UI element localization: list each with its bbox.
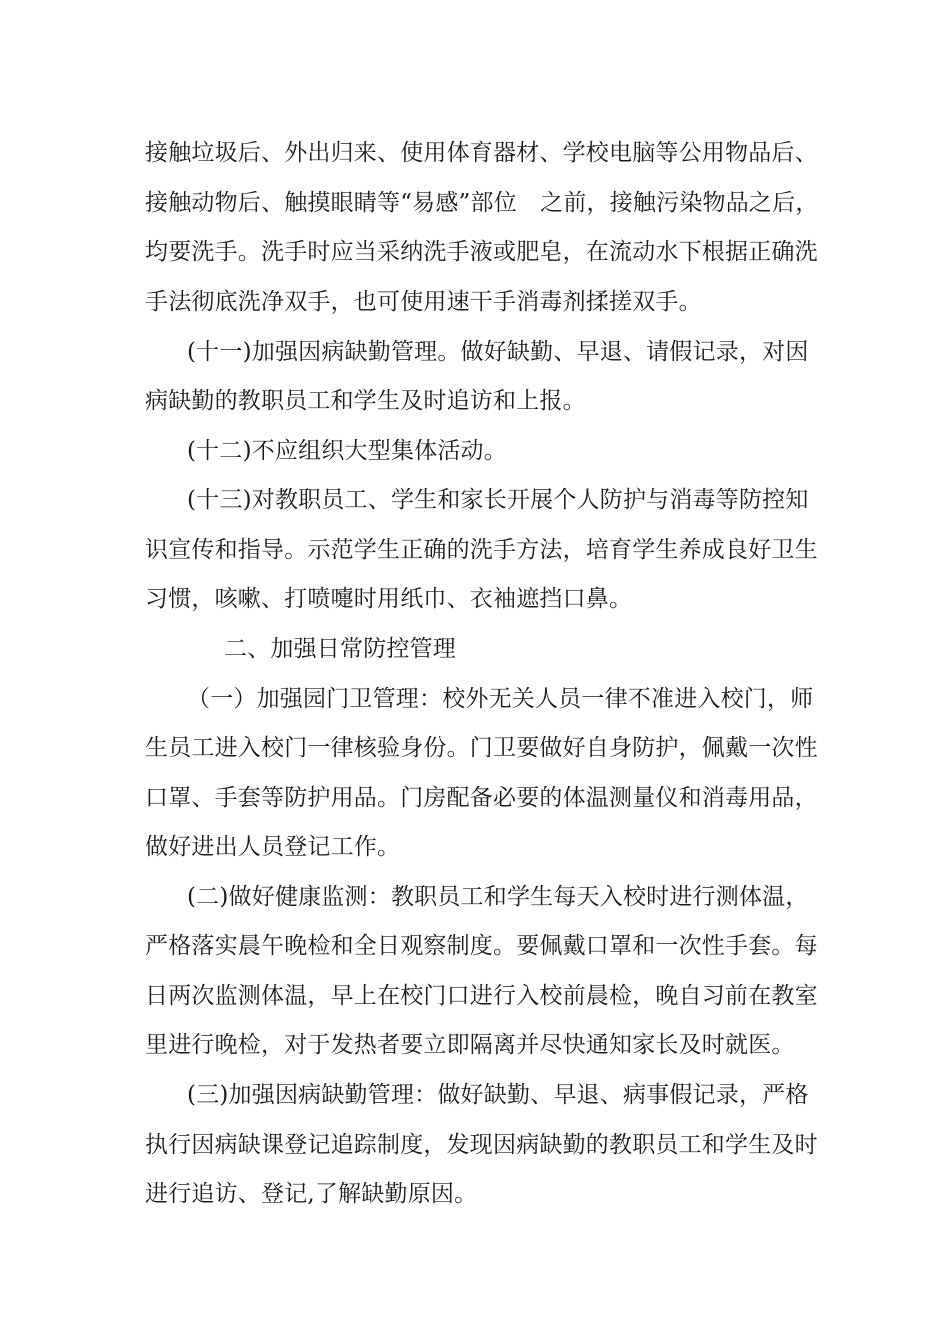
body-text-line: 接触垃圾后、外出归来、使用体育器材、学校电脑等公用物品后、 [145, 140, 818, 166]
body-text-line: 严格落实晨午晚检和全日观察制度。要佩戴口罩和一次性手套。每 [145, 933, 818, 959]
section-heading: 二、加强日常防控管理 [224, 636, 456, 662]
body-text-line: 生员工进入校门一律核验身份。门卫要做好自身防护，佩戴一次性 [145, 735, 818, 761]
paragraph-13-first-line: (十三)对教职员工、学生和家长开展个人防护与消毒等防控知 [187, 487, 809, 513]
paragraph-11-first-line: (十一)加强因病缺勤管理。做好缺勤、早退、请假记录，对因 [187, 339, 809, 365]
body-text-line: 识宣传和指导。示范学生正确的洗手方法，培育学生养成良好卫生 [145, 537, 818, 563]
body-text-line: 病缺勤的教职员工和学生及时追访和上报。 [145, 388, 586, 414]
body-text-line: 做好进出人员登记工作。 [145, 834, 401, 860]
body-text-line: 执行因病缺课登记追踪制度，发现因病缺勤的教职员工和学生及时 [145, 1132, 818, 1158]
section-2-item-2-first-line: (二)做好健康监测：教职员工和学生每天入校时进行测体温， [187, 884, 809, 910]
paragraph-12: (十二)不应组织大型集体活动。 [187, 438, 507, 464]
body-text-line: 手法彻底洗净双手，也可使用速干手消毒剂揉搓双手。 [145, 289, 702, 315]
body-text-line: 均要洗手。洗手时应当采纳洗手液或肥皂，在流动水下根据正确洗 [145, 239, 818, 265]
body-text-line: 里进行晚检，对于发热者要立即隔离并尽快通知家长及时就医。 [145, 1032, 795, 1058]
body-text-line: 日两次监测体温，早上在校门口进行入校前晨检，晚自习前在教室 [145, 983, 818, 1009]
body-text-line: 习惯，咳嗽、打喷嚏时用纸巾、衣袖遮挡口鼻。 [145, 586, 633, 612]
section-2-item-1-first-line: （一）加强园门卫管理：校外无关人员一律不准进入校门，师 [187, 686, 814, 712]
section-2-item-3-first-line: (三)加强因病缺勤管理：做好缺勤、早退、病事假记录，严格 [187, 1082, 809, 1108]
body-text-line: 接触动物后、触摸眼睛等“易感”部位 之前，接触污染物品之后， [145, 190, 819, 216]
body-text-line: 进行追访、登记,了解缺勤原因。 [145, 1181, 478, 1207]
body-text-line: 口罩、手套等防护用品。门房配备必要的体温测量仪和消毒用品， [145, 785, 818, 811]
